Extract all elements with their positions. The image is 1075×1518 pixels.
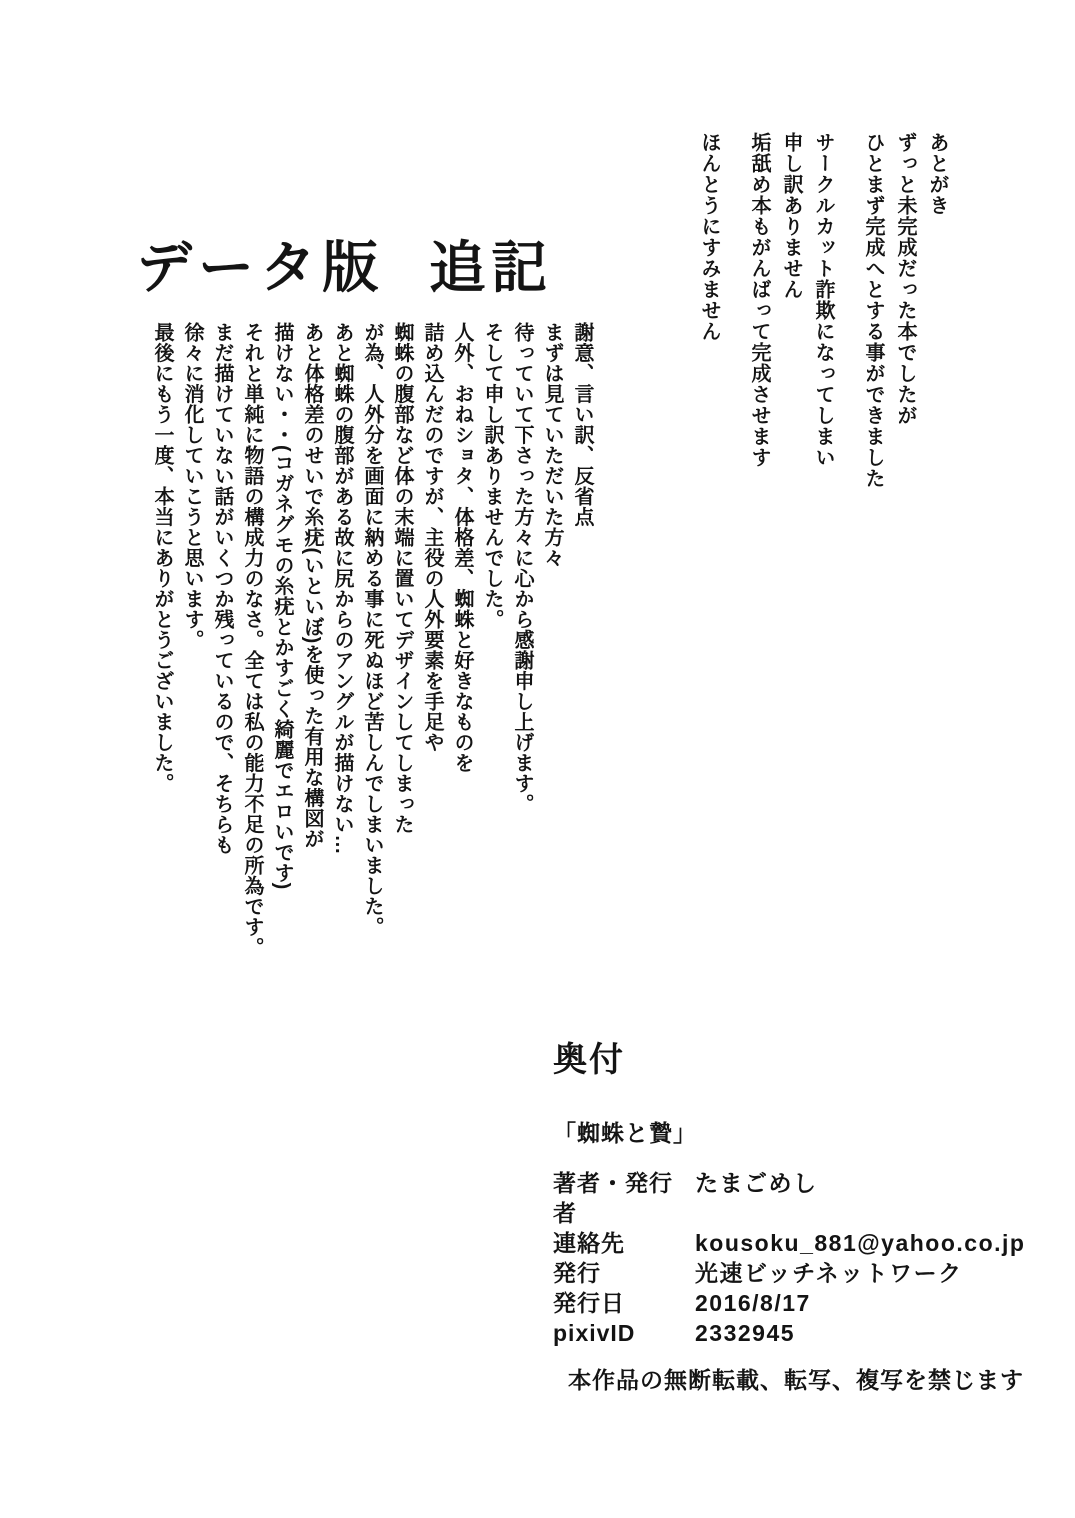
copyright-notice: 本作品の無断転載、転写、複写を禁じます	[568, 1367, 1024, 1393]
essay-line: そして申し訳ありませんでした。	[481, 322, 503, 630]
colophon-row	[553, 1228, 1025, 1258]
colophon-row-value: kousoku_881@yahoo.co.jp	[695, 1229, 1026, 1256]
essay-line: が為、人外分を画面に納める事に死ぬほど苦しんでしまいました。	[361, 322, 383, 937]
colophon	[553, 1040, 1025, 1348]
colophon-row-value: 光速ビッチネットワーク	[695, 1259, 963, 1286]
afterword-line: サークルカット詐欺になってしまい	[812, 132, 834, 468]
colophon-row-label: 著者・発行者	[553, 1169, 673, 1226]
essay-line: まずは見ていただいた方々	[541, 322, 563, 568]
afterword-title: あとがき	[926, 132, 948, 216]
afterword-paragraph	[857, 132, 921, 562]
essay-line: 描けない・・(コガネグモの糸疣とかすごく綺麗でエロいです)	[271, 322, 293, 890]
afterword-line: 申し訳ありません	[780, 132, 802, 300]
essay-line: 人外、おねショタ、体格差、蜘蛛と好きなものを	[451, 322, 473, 773]
colophon-row	[553, 1258, 1025, 1288]
colophon-row-label: 発行日	[553, 1289, 625, 1316]
afterword-paragraph	[743, 132, 839, 562]
essay-line: それと単純に物語の構成力のなさ。全ては私の能力不足の所為です。	[241, 322, 263, 958]
essay-line: 蜘蛛の腹部など体の末端に置いてデザインしてしまった	[391, 322, 413, 835]
colophon-row-value: 2016/8/17	[695, 1289, 811, 1316]
afterword-line: 垢舐め本もがんばって完成させます	[748, 132, 770, 468]
essay-line: 待っていて下さった方々に心から感謝申し上げます。	[511, 322, 533, 814]
essay-line: 最後にもう一度、本当にありがとうございました。	[151, 322, 173, 794]
colophon-row	[553, 1288, 1025, 1318]
colophon-row	[553, 1318, 1025, 1348]
colophon-row-value: 2332945	[695, 1319, 796, 1346]
colophon-row	[553, 1168, 1025, 1228]
essay-line: あと体格差のせいで糸疣(いといぼ)を使った有用な構図が	[301, 322, 323, 849]
colophon-rows	[553, 1168, 1025, 1348]
essay-heading: 謝意、言い訳、反省点	[571, 322, 593, 527]
afterword-paragraph	[693, 132, 725, 562]
afterword-block	[693, 132, 953, 562]
colophon-row-label: 連絡先	[553, 1229, 625, 1256]
colophon-row-label: pixivID	[553, 1319, 636, 1346]
essay-block	[147, 322, 597, 1002]
colophon-row-label: 発行	[553, 1259, 601, 1286]
colophon-row-value: たまごめし	[695, 1169, 818, 1196]
afterword-line: ひとまず完成へとする事ができました	[862, 132, 884, 489]
afterword-line: ほんとうにすみません	[698, 132, 720, 342]
book-title: 「蜘蛛と贄」	[553, 1119, 697, 1146]
essay-line: 徐々に消化していこうと思います。	[181, 322, 203, 650]
essay-line: 詰め込んだのですが、主役の人外要素を手足や	[421, 322, 443, 753]
afterword-line: ずっと未完成だった本でしたが	[894, 132, 916, 426]
essay-line: あと蜘蛛の腹部がある故に尻からのアングルが描けない…	[331, 322, 353, 855]
addendum-title: データ版 追記	[136, 236, 554, 301]
colophon-heading: 奥付	[553, 1041, 625, 1079]
essay-line: まだ描けていない話がいくつか残っているので、そちらも	[211, 322, 233, 855]
